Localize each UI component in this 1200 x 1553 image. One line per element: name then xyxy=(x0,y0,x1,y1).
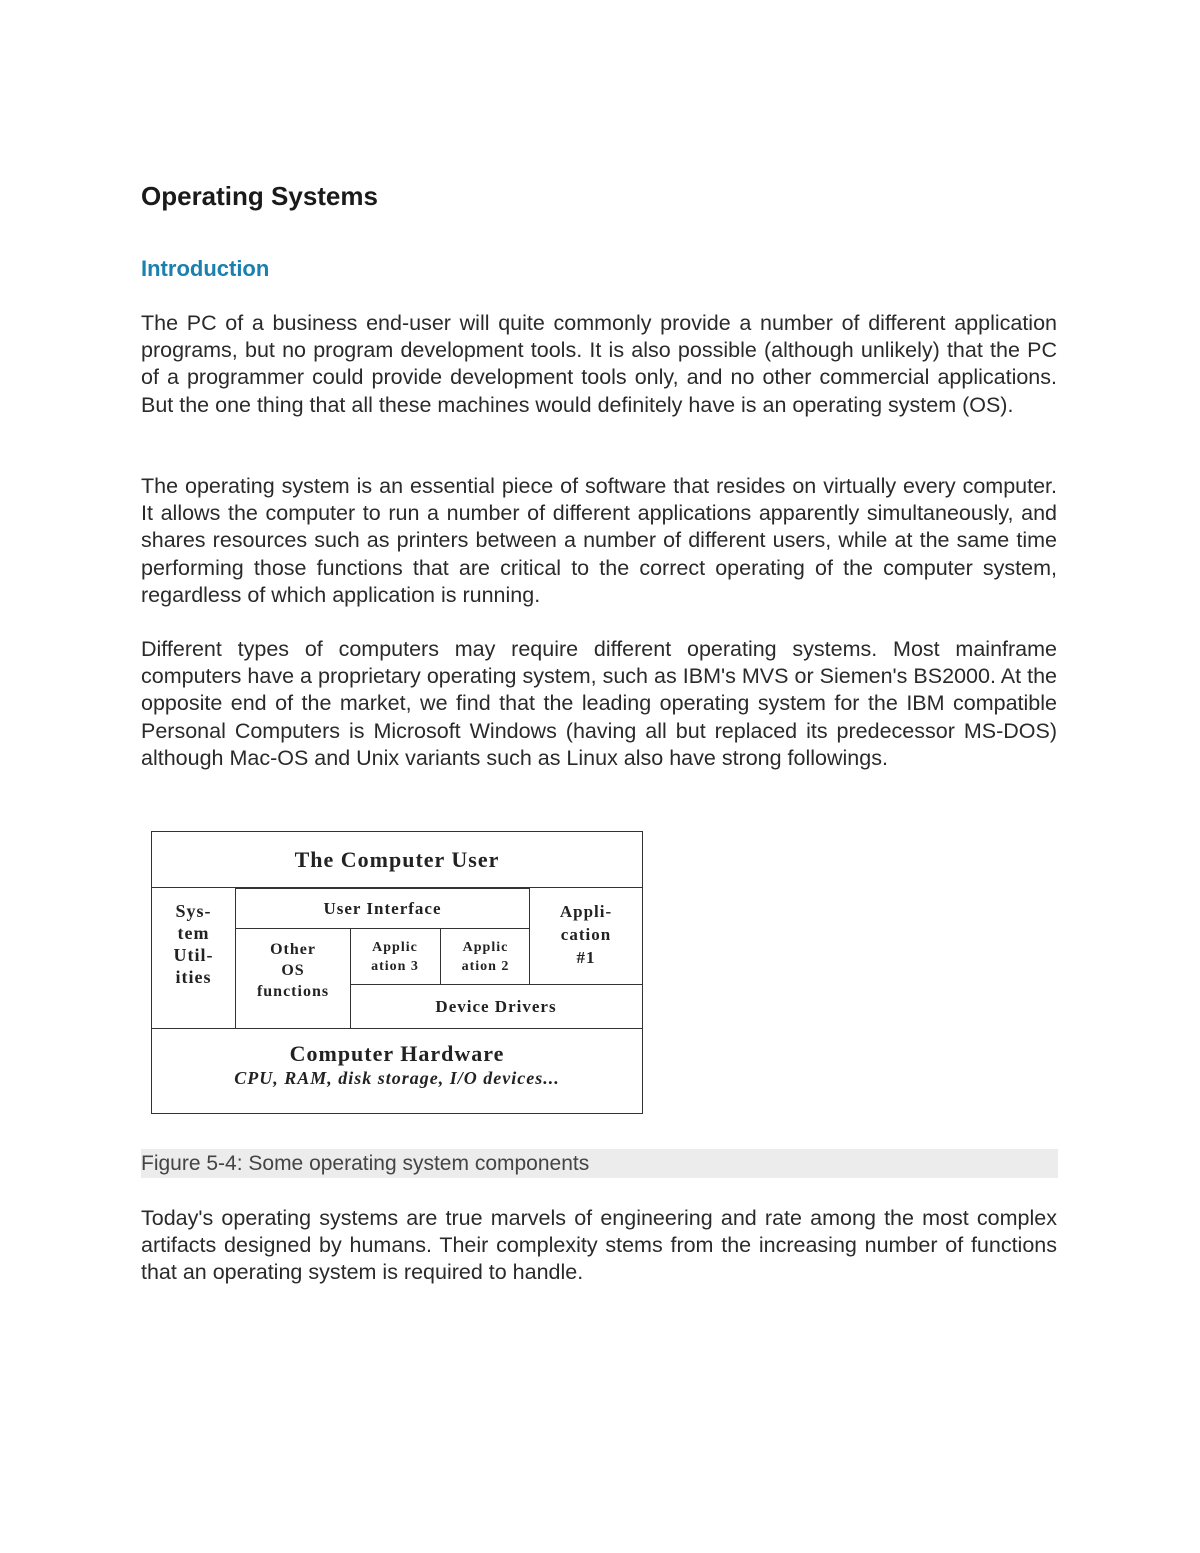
paragraph: The operating system is an essential piece of software that resides on virtually every computer. It allows the computer to run a number of different applications apparently simultaneously, and shares resources such as printers between a number of different users, while at the same time performing those functions that are critical to the correct operating of the computer system, regardless of which application is running. xyxy=(141,474,1057,607)
diagram-user-interface: User Interface xyxy=(235,888,530,929)
diagram-application-3: Applic ation 3 xyxy=(350,928,441,985)
diagram-application-1: Appli- cation #1 xyxy=(529,888,642,985)
paragraph: Different types of computers may require different operating systems. Most mainframe computers have a proprietary operating system, such as IBM's MVS or Siemen's BS2000. At the opposite end of the market, we find that the leading operating system for the IBM compatible Personal Computers is Microsoft Windows (having all but replaced its predecessor MS-DOS) although Mac-OS and Unix variants such as Linux also have strong followings. xyxy=(141,637,1057,770)
diagram-system-utilities: Sys- tem Util- ities xyxy=(152,888,236,1028)
diagram-application-2: Applic ation 2 xyxy=(461,939,510,974)
diagram-computer-user: The Computer User xyxy=(152,832,642,888)
diagram-hardware-label: Computer Hardware xyxy=(289,1041,505,1066)
diagram-hardware xyxy=(152,1028,642,1113)
section-heading: Introduction xyxy=(141,256,270,281)
os-components-diagram xyxy=(151,831,643,1114)
diagram-other-os-functions: Other OS functions xyxy=(235,928,351,1029)
page-title: Operating Systems xyxy=(141,181,378,211)
diagram-device-drivers: Device Drivers xyxy=(350,984,642,1029)
paragraph: Today's operating systems are true marvels of engineering and rate among the most complex artifacts designed by humans. Their complexity stems from the increasing number of functions that an operating system is required to handle. xyxy=(141,1206,1057,1285)
paragraph: The PC of a business end-user will quite commonly provide a number of different application programs, but no program development tools. It is also possible (although unlikely) that the PC of a programmer could provide development tools only, and no other commercial applications. But the one thing that all these machines would definitely have is an operating system (OS). xyxy=(141,311,1057,417)
diagram-hardware-detail: CPU, RAM, disk storage, I/O devices... xyxy=(234,1068,560,1088)
figure-caption: Figure 5-4: Some operating system components xyxy=(141,1149,1058,1178)
